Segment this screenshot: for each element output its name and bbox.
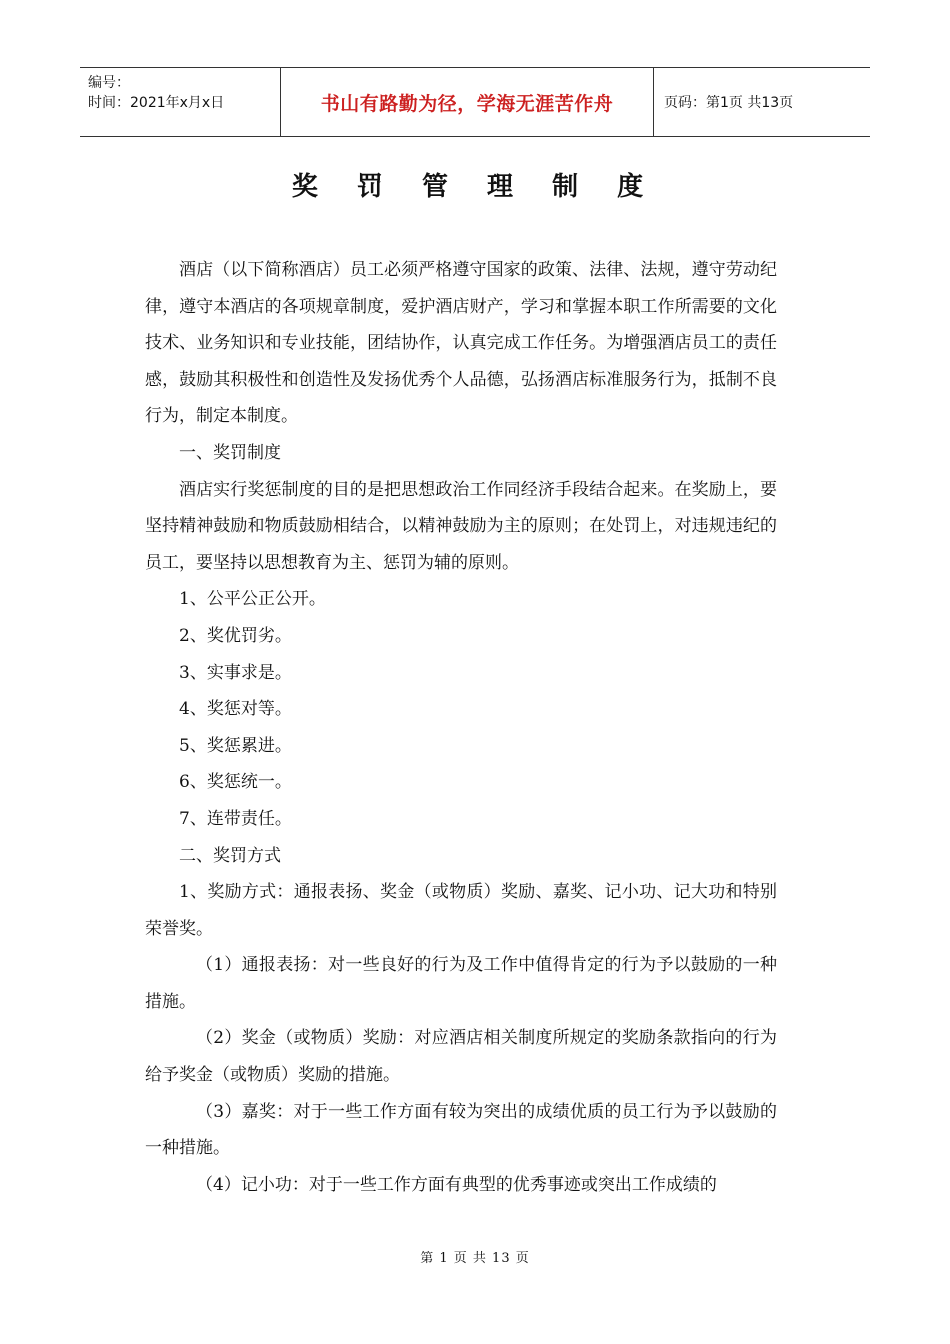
list-item: 1、公平公正公开。: [179, 589, 326, 610]
list-item: 2、奖优罚劣。: [179, 625, 292, 646]
list-item: 4、奖惩对等。: [179, 699, 292, 720]
list-item: 7、连带责任。: [179, 808, 292, 829]
section-heading: 一、奖罚制度: [179, 442, 281, 463]
section-heading: 二、奖罚方式: [179, 845, 281, 866]
list-item: 3、实事求是。: [179, 662, 292, 683]
header-meta: [80, 68, 281, 136]
document-body: [145, 252, 777, 1203]
intro-paragraph: 酒店（以下简称酒店）员工必须严格遵守国家的政策、法律、法规，遵守劳动纪律，遵守本酒店的各项规章制度，爱护酒店财产，学习和掌握本职工作所需要的文化技术、业务知识和专业技能，团结协作，认真完成工作任务。为增强酒店员工的责任感，鼓励其积极性和创造性及发扬优秀个人品德，弘扬酒店标准服务行为，抵制不良行为，制定本制度。: [145, 260, 777, 427]
body-paragraph: 1、奖励方式：通报表扬、奖金（或物质）奖励、嘉奖、记小功、记大功和特别荣誉奖。: [145, 882, 777, 939]
header-page-info: 页码：第1页 共13页: [664, 95, 794, 111]
list-item: 5、奖惩累进。: [179, 735, 292, 756]
page-footer: 第 1 页 共 13 页: [420, 1251, 530, 1266]
list-item: 6、奖惩统一。: [179, 772, 292, 793]
document-header: [80, 67, 870, 137]
sub-item: （4）记小功：对于一些工作方面有典型的优秀事迹或突出工作成绩的: [196, 1174, 717, 1195]
header-motto: 书山有路勤为径，学海无涯苦作舟: [281, 68, 654, 136]
sub-item: （1）通报表扬：对一些良好的行为及工作中值得肯定的行为予以鼓励的一种措施。: [145, 955, 777, 1012]
document-title: 奖 罚 管 理 制 度: [291, 172, 659, 202]
body-paragraph: 酒店实行奖惩制度的目的是把思想政治工作同经济手段结合起来。在奖励上，要坚持精神鼓励和物质鼓励相结合，以精神鼓励为主的原则；在处罚上，对违规违纪的员工，要坚持以思想教育为主、惩罚为辅的原则。: [145, 479, 777, 573]
sub-item: （3）嘉奖：对于一些工作方面有较为突出的成绩优质的员工行为予以鼓励的一种措施。: [145, 1101, 777, 1159]
number-label: 编号：: [88, 75, 130, 91]
sub-item: （2）奖金（或物质）奖励：对应酒店相关制度所规定的奖励条款指向的行为给予奖金（或物质）奖励的措施。: [145, 1028, 777, 1086]
time-label: 时间：2021年x月x日: [88, 95, 225, 111]
